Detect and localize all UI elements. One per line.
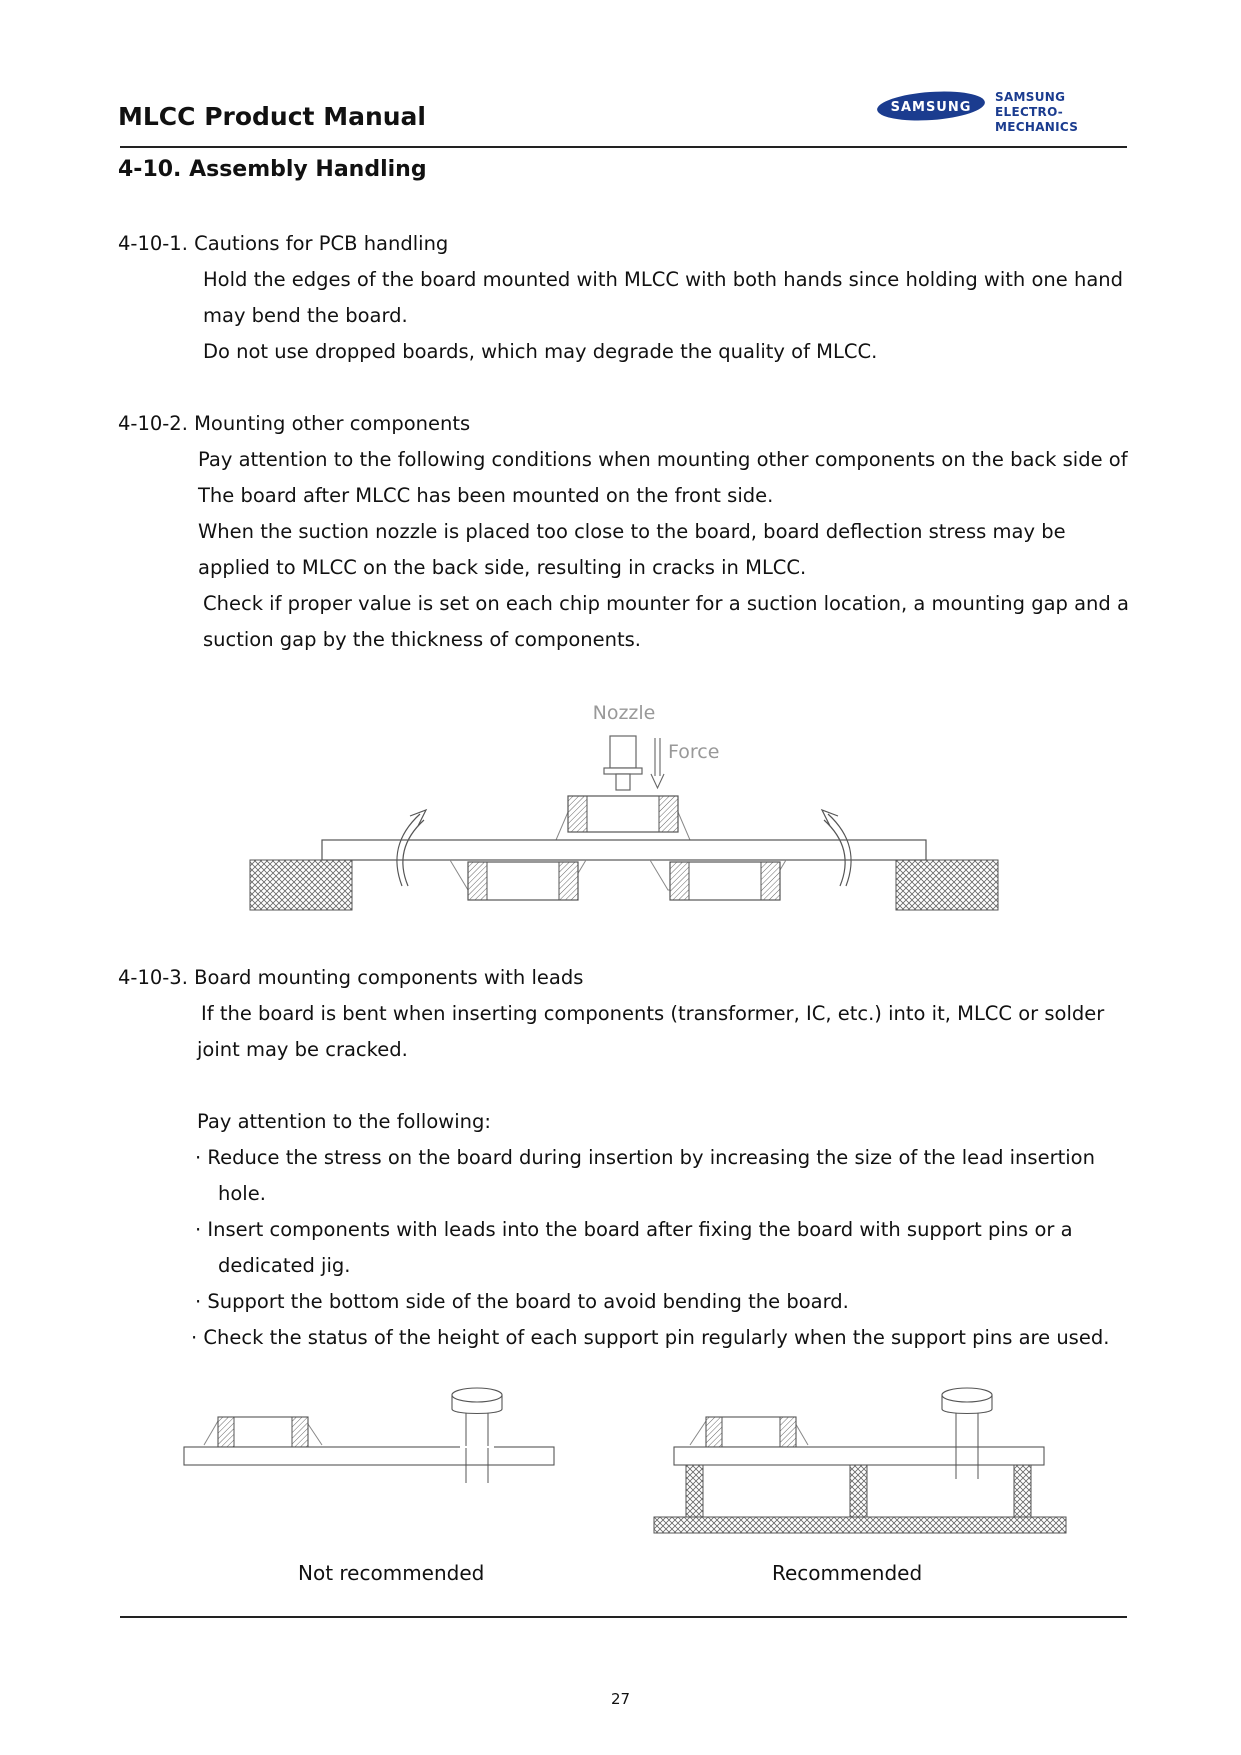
sub2-line: The board after MLCC has been mounted on the front side. — [198, 484, 774, 507]
sub3-heading: 4-10-3. Board mounting components with leads — [118, 966, 584, 989]
bullet-item-cont: hole. — [218, 1182, 266, 1205]
recommended-diagram — [654, 1388, 1066, 1533]
not-recommended-caption: Not recommended — [298, 1561, 485, 1585]
support-pin-figure — [0, 1385, 1241, 1545]
not-recommended-diagram — [184, 1388, 554, 1483]
support-block-right — [896, 860, 998, 910]
bottom-mlcc-left — [450, 860, 586, 900]
section-title: 4-10. Assembly Handling — [118, 157, 427, 182]
force-arrow — [651, 738, 664, 788]
sub2-line: Pay attention to the following conditions when mounting other components on the back side of — [198, 448, 1128, 471]
sub3-line: joint may be cracked. — [197, 1038, 408, 1061]
support-block-left — [250, 860, 352, 910]
bottom-mlcc-right — [650, 860, 786, 900]
bullet-item-cont: dedicated jig. — [218, 1254, 351, 1277]
sub1-line: may bend the board. — [203, 304, 408, 327]
recommended-caption: Recommended — [772, 1561, 923, 1585]
logo-line2: ELECTRO-MECHANICS — [995, 105, 1079, 134]
nozzle-flange — [604, 768, 642, 774]
nozzle-body — [610, 736, 636, 768]
sub2-line: When the suction nozzle is placed too close to the board, board deflection stress may be — [198, 520, 1066, 543]
bullet-item: · Insert components with leads into the board after fixing the board with support pins or a — [195, 1218, 1073, 1241]
bullet-item: · Reduce the stress on the board during insertion by increasing the size of the lead insertion — [195, 1146, 1095, 1169]
sub2-heading: 4-10-2. Mounting other components — [118, 412, 471, 435]
pcb-board — [322, 840, 926, 860]
sub1-line: Do not use dropped boards, which may degrade the quality of MLCC. — [203, 340, 878, 363]
sub1-heading: 4-10-1. Cautions for PCB handling — [118, 232, 449, 255]
force-label: Force — [668, 741, 720, 763]
logo-line1: SAMSUNG — [995, 90, 1066, 104]
footer-rule — [120, 1616, 1127, 1618]
nozzle-label: Nozzle — [592, 702, 656, 724]
sub1-line: Hold the edges of the board mounted with MLCC with both hands since holding with one hand — [203, 268, 1124, 291]
bullet-item: · Support the bottom side of the board to avoid bending the board. — [195, 1290, 849, 1313]
bullet-item: · Check the status of the height of each support pin regularly when the support pins are used. — [191, 1326, 1110, 1349]
sub2-line: suction gap by the thickness of components. — [203, 628, 641, 651]
sub3-line: Pay attention to the following: — [197, 1110, 491, 1133]
manual-title: MLCC Product Manual — [118, 102, 426, 131]
sub2-line: applied to MLCC on the back side, resulting in cracks in MLCC. — [198, 556, 807, 579]
page-number: 27 — [610, 1690, 631, 1708]
header-rule — [120, 146, 1127, 148]
samsung-logo — [875, 86, 1135, 134]
nozzle-deflection-figure — [0, 690, 1241, 920]
logo-wordmark: SAMSUNG — [890, 100, 972, 115]
sub3-line: If the board is bent when inserting components (transformer, IC, etc.) into it, MLCC or solder — [201, 1002, 1105, 1025]
sub2-line: Check if proper value is set on each chip mounter for a suction location, a mounting gap and a — [203, 592, 1129, 615]
nozzle-tip — [616, 774, 630, 790]
